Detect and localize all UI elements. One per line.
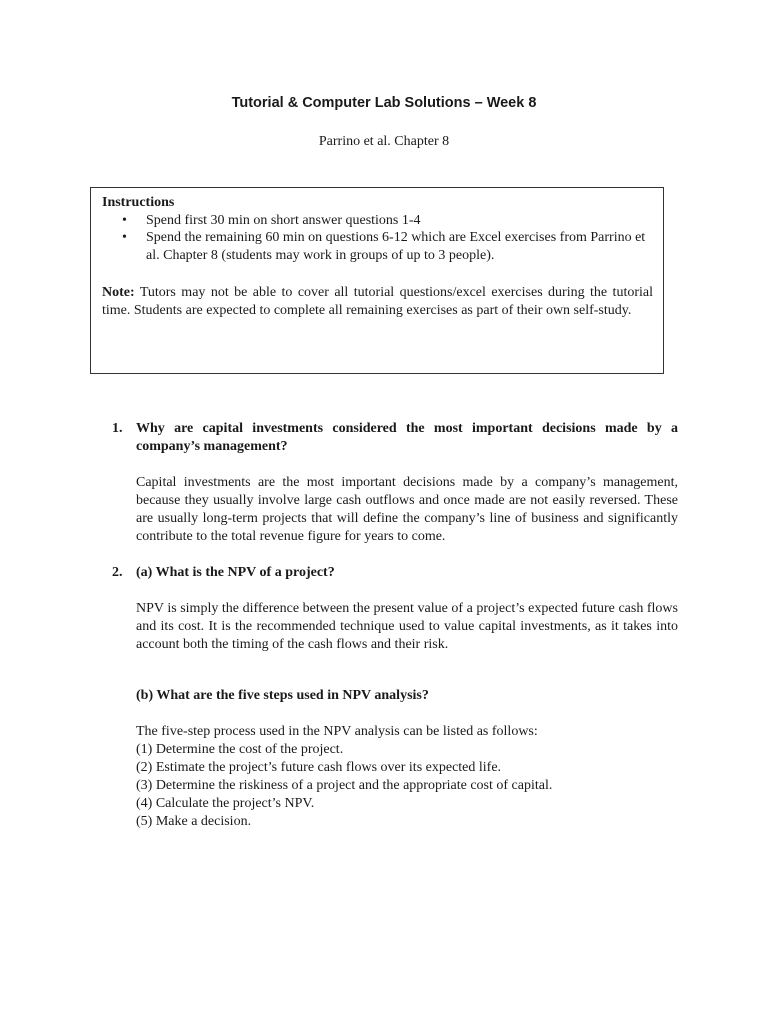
instruction-item bbox=[102, 212, 653, 230]
question-text: Why are capital investments considered the most important decisions made by a company’s management? bbox=[136, 421, 678, 454]
page-subtitle: Parrino et al. Chapter 8 bbox=[318, 134, 450, 149]
answer bbox=[112, 600, 678, 654]
instructions-heading: Instructions bbox=[102, 195, 175, 210]
question-1 bbox=[112, 420, 678, 546]
bullet-icon: • bbox=[122, 230, 127, 246]
step-item: (4) Calculate the project’s NPV. bbox=[136, 796, 315, 811]
steps-list bbox=[136, 741, 678, 831]
page-title: Tutorial & Computer Lab Solutions – Week 8 bbox=[231, 95, 537, 111]
note-label: Note: bbox=[102, 285, 135, 301]
answer-text: NPV is simply the difference between the present value of a project’s expected future cash flows and its cost. It is the recommended technique used to value capital investments, as it takes into account both the timing of the cash flows and their risk. bbox=[136, 601, 678, 652]
question-number: 1. bbox=[112, 421, 123, 436]
instruction-text: Spend first 30 min on short answer questions 1-4 bbox=[146, 212, 421, 228]
question-number: 2. bbox=[112, 565, 123, 580]
question-heading bbox=[112, 420, 678, 456]
question-text: (a) What is the NPV of a project? bbox=[136, 565, 335, 580]
instructions-note bbox=[102, 284, 653, 319]
answer bbox=[112, 723, 678, 831]
question-2a bbox=[112, 564, 678, 654]
answer-intro: The five-step process used in the NPV analysis can be listed as follows: bbox=[136, 724, 538, 739]
question-text: (b) What are the five steps used in NPV analysis? bbox=[136, 688, 429, 703]
instructions-list bbox=[102, 212, 653, 265]
step-item: (3) Determine the riskiness of a project and the appropriate cost of capital. bbox=[136, 778, 553, 793]
bullet-icon: • bbox=[122, 212, 127, 228]
instruction-item bbox=[102, 229, 653, 264]
answer bbox=[112, 474, 678, 546]
question-2b bbox=[112, 687, 678, 831]
step-item: (2) Estimate the project’s future cash flows over its expected life. bbox=[136, 760, 502, 775]
question-heading bbox=[112, 564, 678, 582]
answer-text: Capital investments are the most important decisions made by a company’s management, because they usually involve large cash outflows and once made are not easily reversed. These are usually long-term projects that will define the company’s line of business and significantly contribute to the total revenue figure for years to come. bbox=[136, 475, 678, 544]
step-item: (1) Determine the cost of the project. bbox=[136, 742, 344, 757]
question-heading bbox=[112, 687, 678, 705]
instructions-box bbox=[90, 187, 664, 374]
step-item: (5) Make a decision. bbox=[136, 814, 252, 829]
note-text: Tutors may not be able to cover all tutorial questions/excel exercises during the tutorial time. Students are expected to complete all remaining exercises as part of their own self-study. bbox=[102, 285, 653, 318]
instruction-text: Spend the remaining 60 min on questions 6-12 which are Excel exercises from Parrino et al. Chapter 8 (students may work in groups of up to 3 people). bbox=[146, 230, 646, 263]
